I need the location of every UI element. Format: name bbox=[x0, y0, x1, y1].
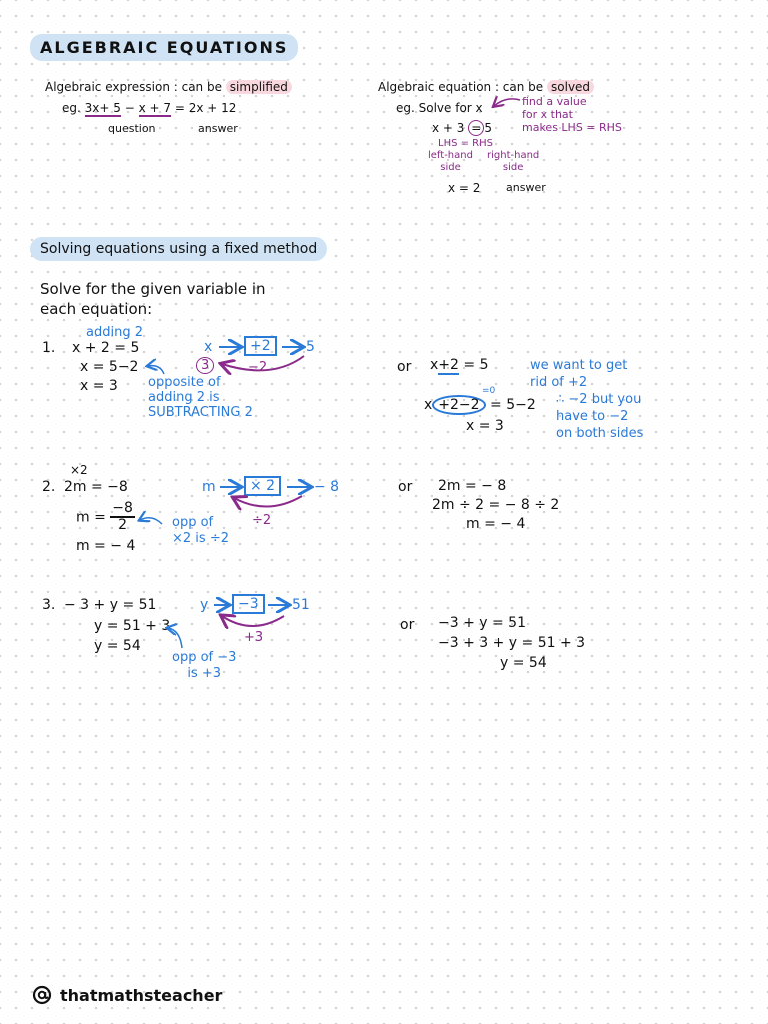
ex1-flow-back-op: −2 bbox=[248, 360, 268, 375]
page-title: ALGEBRAIC EQUATIONS bbox=[30, 34, 298, 61]
ex1-alt-note-line: ∴ −2 but you bbox=[556, 392, 642, 407]
ex1-annotation: adding 2 bbox=[86, 325, 143, 340]
ex1-or: or bbox=[397, 359, 412, 375]
ex1-flow-back-value: 3 bbox=[196, 357, 214, 374]
expression-term-1: 3x+ 5 bbox=[84, 101, 121, 115]
ex3-alt-line-1: −3 + y = 51 bbox=[438, 615, 526, 631]
expression-example bbox=[62, 101, 236, 115]
lhs-rhs-label: LHS = RHS bbox=[438, 138, 493, 149]
equation-note-line: find a value bbox=[522, 95, 587, 108]
ex2-note-arrow bbox=[140, 518, 162, 524]
intro-line: Solve for the given variable in bbox=[40, 280, 266, 298]
ex3-line-3: y = 54 bbox=[94, 638, 141, 654]
section-title: Solving equations using a fixed method bbox=[30, 237, 327, 261]
ex1-note-line: SUBTRACTING 2 bbox=[148, 405, 253, 420]
expression-label: Algebraic expression : can be bbox=[45, 80, 222, 94]
ex1-flow-op-box: +2 bbox=[244, 336, 277, 356]
expression-term-2: x + 7 bbox=[138, 101, 172, 115]
ex2-fraction bbox=[110, 501, 135, 534]
ex2-note-line: opp of bbox=[172, 515, 214, 530]
ex1-alt-note-line: have to −2 bbox=[556, 409, 629, 424]
ex1-alt-note-line: we want to get bbox=[530, 358, 628, 373]
ex1-alt-note bbox=[530, 357, 643, 442]
ex1-line-1: x + 2 = 5 bbox=[72, 340, 140, 356]
ex3-note-line: is +3 bbox=[187, 666, 222, 681]
equation-note-arrow bbox=[494, 99, 520, 106]
ex2-alt-line-1: 2m = − 8 bbox=[438, 478, 507, 494]
ex1-number: 1. bbox=[42, 340, 56, 356]
ex1-line-3: x = 3 bbox=[80, 378, 118, 394]
ex1-alt-line-1 bbox=[430, 357, 488, 373]
equation-note-line: for x that bbox=[522, 108, 573, 121]
intro-line: each equation: bbox=[40, 300, 153, 318]
ex1-note-line: opposite of bbox=[148, 375, 221, 390]
ex1-alt-line-3: x = 3 bbox=[466, 418, 504, 434]
ex3-flow-op-box: −3 bbox=[232, 594, 265, 614]
ex2-number: 2. bbox=[42, 479, 56, 495]
ex2-alt-line-2: 2m ÷ 2 = − 8 ÷ 2 bbox=[432, 497, 560, 513]
at-icon bbox=[32, 985, 52, 1005]
ex2-flow-out: − 8 bbox=[314, 479, 340, 495]
ex2-annotation: ×2 bbox=[70, 463, 88, 477]
equation-answer-label: answer bbox=[506, 181, 546, 194]
ex1-alt-zero: =0 bbox=[482, 386, 496, 396]
equation-example: eg. Solve for x bbox=[396, 101, 483, 115]
equation-note-line: makes LHS = RHS bbox=[522, 121, 622, 134]
ex1-alt-note-line: rid of +2 bbox=[530, 375, 588, 390]
ex2-flow-back-op: ÷2 bbox=[252, 513, 272, 528]
ex1-alt2-rhs: = 5−2 bbox=[485, 397, 536, 413]
ex3-or: or bbox=[400, 617, 415, 633]
ex3-flow-back-arrow bbox=[222, 616, 284, 626]
ex1-note bbox=[148, 375, 253, 420]
ex3-number: 3. bbox=[42, 597, 56, 613]
ex2-note bbox=[172, 515, 229, 547]
ex1-line-2: x = 5−2 bbox=[80, 359, 139, 375]
ex2-line-2 bbox=[76, 501, 135, 534]
ex3-note-line: opp of −3 bbox=[172, 650, 237, 665]
ex3-flow-var: y bbox=[200, 597, 209, 613]
right-hand-side-label bbox=[487, 150, 539, 174]
footer-brand-name: thatmathsteacher bbox=[60, 985, 223, 1005]
ex2-or: or bbox=[398, 479, 413, 495]
right-hand-text: right-hand bbox=[487, 150, 540, 161]
ex1-alt-note-line: on both sides bbox=[556, 426, 644, 441]
ex3-flow-back-op: +3 bbox=[244, 630, 264, 645]
ex1-alt1-rhs: = 5 bbox=[458, 357, 489, 373]
footer-brand bbox=[32, 985, 222, 1005]
equation-equals-circled: = bbox=[468, 120, 484, 136]
ex2-fraction-numerator: −8 bbox=[110, 501, 135, 518]
ex2-line-3: m = − 4 bbox=[76, 538, 136, 554]
ex2-alt-line-3: m = − 4 bbox=[466, 516, 526, 532]
ex3-line-1: − 3 + y = 51 bbox=[64, 597, 157, 613]
ex1-alt2-oval: +2−2 bbox=[432, 395, 485, 415]
ex3-line-2: y = 51 + 3 bbox=[94, 618, 171, 634]
expression-question-label: question bbox=[108, 122, 156, 135]
ex2-flow-var: m bbox=[202, 479, 216, 495]
left-hand-side-label bbox=[428, 150, 473, 174]
ex2-fraction-denominator: 2 bbox=[118, 517, 128, 534]
ex2-note-line: ×2 is ÷2 bbox=[172, 531, 229, 546]
expression-definition bbox=[45, 80, 292, 94]
ex1-flow-out: 5 bbox=[306, 339, 315, 355]
equation-note bbox=[522, 95, 622, 134]
ex3-alt-line-2: −3 + 3 + y = 51 + 3 bbox=[438, 635, 586, 651]
ex1-alt-line-2 bbox=[424, 397, 536, 413]
ex3-flow-out: 51 bbox=[292, 597, 310, 613]
ex2-line-1: 2m = −8 bbox=[64, 479, 128, 495]
equation-rhs: 5 bbox=[484, 121, 492, 135]
ex2-flow-back-arrow bbox=[234, 496, 302, 507]
left-hand-text: left-hand bbox=[428, 150, 473, 161]
right-side-text: side bbox=[502, 162, 524, 173]
equation-label: Algebraic equation : can be bbox=[378, 80, 544, 94]
ex1-alt1-term: +2 bbox=[438, 357, 459, 373]
ex3-note bbox=[172, 650, 236, 682]
ex3-alt-line-3: y = 54 bbox=[500, 655, 547, 671]
ex2-line-2-lhs: m = bbox=[76, 509, 106, 526]
expression-answer-label: answer bbox=[198, 122, 238, 135]
intro-text bbox=[40, 279, 266, 319]
left-side-text: side bbox=[440, 162, 461, 173]
equation-highlight: solved bbox=[547, 80, 594, 94]
equation-solution: x = 2 bbox=[448, 181, 481, 195]
expression-eg: eg. bbox=[62, 101, 81, 115]
ex1-alt1-var: x bbox=[430, 357, 439, 373]
equation-example-equation bbox=[432, 121, 492, 135]
equation-lhs: x + 3 bbox=[432, 121, 465, 135]
ex1-alt2-var: x bbox=[424, 397, 433, 413]
expression-minus: − bbox=[120, 101, 139, 115]
ex1-flow-var: x bbox=[204, 339, 213, 355]
expression-result: = 2x + 12 bbox=[171, 101, 237, 115]
ex1-note-line: adding 2 is bbox=[148, 390, 220, 405]
ex2-flow-op-box: × 2 bbox=[244, 476, 281, 496]
expression-highlight: simplified bbox=[226, 80, 292, 94]
ex1-note-arrow bbox=[148, 366, 164, 374]
equation-definition bbox=[378, 80, 594, 94]
